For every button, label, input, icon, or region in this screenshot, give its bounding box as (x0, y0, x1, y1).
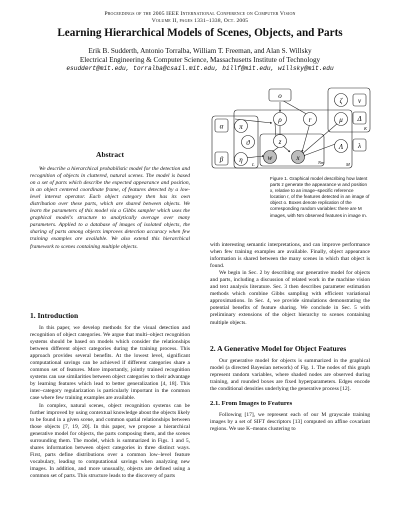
intro-paragraph-3: with interesting semantic interpretations, and can improve performance when few training examples are available. Finally, object appearance information is shared between the many scenes in which that object is found. (210, 242, 370, 270)
proceedings-line-2: Volume II, pages 1331–1338, Oct. 2005 (151, 18, 249, 24)
author-emails: esuddert@mit.edu, torralba@csail.mit.edu, billf@mit.edu, willsky@mit.edu (66, 65, 334, 72)
intro-paragraph-4: We begin in Sec. 2 by describing our generative model for objects and parts, including a discussion of related work in the machine vision and text analysis literature. Sec. 3 then describes parameter estimation methods which combine Gibbs sampling with efficient variational approximations. In Sec. 4, we provide simulations demonstrating the potential benefits of feature sharing. We conclude in Sec. 5 with preliminary extensions of the object hierarchy to scenes containing multiple objects. (210, 270, 370, 326)
paper-title: Learning Hierarchical Models of Scenes, Objects, and Parts (57, 27, 343, 39)
section-2-body (210, 358, 370, 393)
plate-label-nm: Nm (318, 160, 325, 165)
node-eta: η (239, 156, 243, 164)
intro-body (30, 325, 190, 480)
author-block (0, 47, 400, 65)
node-pi: π (239, 123, 243, 131)
node-o: o (278, 92, 282, 100)
subsection-2-1-heading: 2.1. From Images to Features (210, 400, 293, 407)
plate-label-k: K (364, 126, 368, 131)
section-2-heading: 2. A Generative Model for Object Features (210, 344, 347, 353)
node-w: w (267, 154, 273, 162)
right-column-body (210, 242, 370, 327)
affiliation: Electrical Engineering & Computer Science, Massachusetts Institute of Technology (79, 56, 321, 64)
node-alpha: α (219, 122, 224, 131)
subsection-2-1-body (210, 412, 370, 433)
plate-label-l: L (252, 162, 255, 167)
intro-heading: 1. Introduction (30, 311, 79, 320)
node-theta: ϑ (246, 139, 250, 147)
intro-paragraph-2: In complex, natural scenes, object recognition systems can be further improved by using contextual knowledge about the objects likely to be found in a given scene, and common spatial relationships between those objects [7, 19, 20]. In this paper, we propose a hierarchical generative model for objects, the parts composing them, and the scenes surrounding them. The model, which is summarized in Figs. 1 and 5, shares information between object categories in three distinct ways. First, parts define distributions over a common low–level feature vocabulary, leading to computational savings when analyzing new images. In addition, and more unusually, objects are defined using a common set of parts. This structure leads to the discovery of parts (30, 402, 190, 479)
node-beta: β (219, 155, 224, 164)
node-rho: ρ (278, 116, 282, 124)
node-mu: μ (339, 116, 343, 124)
node-x: x (296, 154, 300, 162)
node-r: r (308, 116, 312, 124)
plate-label-m: M (346, 162, 350, 167)
node-lambda: λ (357, 142, 362, 150)
abstract-body (30, 166, 190, 251)
proceedings-header (0, 11, 400, 25)
abstract-text: We describe a hierarchical probabilistic model for the detection and recognition of objects in cluttered, natural scenes. The model is based on a set of parts which describe the expected appearance and position, in an object centered coordinate frame, of features detected by a low-level interest operator. Each object category then has its own distribution over these parts, which are shared between objects. We learn the parameters of this model via a Gibbs sampler which uses the graphical model's structure to analytically average over many parameters. Applied to a database of images of isolated objects, the sharing of parts among objects improves detection accuracy when few training examples are available. We also extend this hierarchical framework to scenes containing multiple objects. (30, 166, 190, 250)
abstract-heading: Abstract (96, 150, 124, 159)
figure-caption: Figure 1. Graphical model describing how latent parts z generate the appearance w and position x, relative to an image–specific reference location r, of the features detected in an image of object o. Boxes denote replication of the corresponding random variables: there are M images, with Nm observed features in image m. (270, 176, 370, 218)
node-zeta: ζ (339, 97, 343, 105)
author-names: Erik B. Sudderth, Antonio Torralba, William T. Freeman, and Alan S. Willsky (88, 47, 312, 55)
node-nu: ν (357, 97, 362, 105)
node-delta: Δ (357, 115, 362, 123)
node-z: z (278, 138, 282, 146)
subsection-2-1-paragraph: Following [17], we represent each of our M grayscale training images by a set of SIFT descriptors [13] computed on affine covariant regions. We use K–means clustering to (210, 412, 370, 433)
graphical-model-figure (210, 86, 372, 170)
section-2-paragraph: Our generative model for objects is summarized in the graphical model (a directed Bayesian network) of Fig. 1. The nodes of this graph represent random variables, where shaded nodes are observed during training, and rounded boxes are fixed hyperparameters. Edges encode the conditional densities underlying the generative process [12]. (210, 358, 370, 393)
intro-paragraph-1: In this paper, we develop methods for the visual detection and recognition of object categories. We argue that multi–object recognition systems should be based on models which consider the relationships between different object categories during the training process. This approach provides several benefits. At the lowest level, significant computational savings can be achieved if different categories share a common set of features. More importantly, jointly trained recognition systems can use similarities between object categories to their advantage by learning features which lead to better generalization [4, 18]. This inter–category regularization is particularly important in the common case where few training examples are available. (30, 325, 190, 402)
proceedings-line-1: Proceedings of the 2005 IEEE International Conference on Computer Vision (104, 11, 296, 17)
node-Lambda: Λ (338, 143, 344, 151)
